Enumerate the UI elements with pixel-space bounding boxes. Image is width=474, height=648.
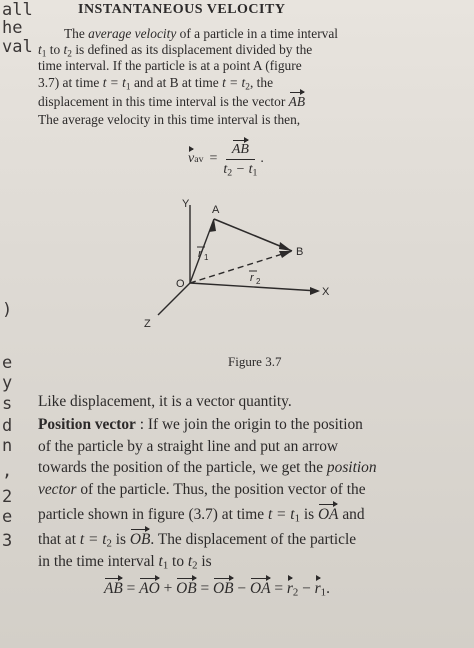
text-line: time interval. If the particle is at a point A (figure — [38, 58, 302, 73]
margin-fragment: 2 — [2, 487, 13, 507]
point-b-label: B — [296, 246, 304, 258]
arrowhead-x — [310, 287, 320, 295]
vector-ob: OB — [129, 531, 151, 548]
margin-fragment: n — [2, 436, 13, 456]
r1-subscript: 1 — [204, 253, 209, 262]
x-axis — [190, 283, 318, 291]
x-axis-label: X — [322, 286, 330, 298]
vector-oa: OA — [317, 506, 339, 523]
z-axis-label: Z — [144, 318, 151, 330]
margin-fragment: e — [2, 507, 13, 527]
text-line: particle shown in figure (3.7) at time $t = t_1$ is OA and — [38, 506, 365, 525]
text-line: The average velocity of a particle in a time interval — [64, 26, 339, 41]
displacement-equation: AB = AO + OB = OB − OA = $r_2 - r_1$. — [104, 580, 330, 599]
margin-fragment: he — [2, 18, 23, 38]
average-velocity-formula: v av = $\frac{AB}{t_2 - t_1}$ . — [188, 142, 264, 179]
vector-ab: AB — [288, 94, 305, 109]
origin-label: O — [176, 278, 185, 290]
text-line: vector of the particle. Thus, the position vector of the — [38, 481, 366, 498]
arrowhead-ab — [279, 242, 292, 251]
text-line: towards the position of the particle, we get the position — [38, 459, 377, 476]
text-line: that at $t = t_2$ is OB. The displacement of the particle — [38, 531, 357, 550]
text-line: of the particle by a straight line and put an arrow — [38, 438, 339, 455]
margin-fragment: all — [2, 0, 33, 20]
r1-label: r — [198, 248, 202, 260]
text-line: The average velocity in this time interval is then, — [38, 112, 301, 127]
section-heading: INSTANTANEOUS VELOCITY — [78, 2, 286, 17]
r2-label: r — [250, 272, 254, 284]
z-axis — [158, 283, 190, 315]
y-axis-label: Y — [182, 198, 190, 210]
text-line: $t_1$ to $t_2$ is defined as its displacement divided by the — [38, 42, 313, 60]
arrowhead-r1 — [209, 219, 216, 232]
margin-fragment: d — [2, 416, 13, 436]
margin-fragment: ) — [2, 300, 13, 320]
margin-fragment: val — [2, 37, 33, 57]
text-line: in the time interval $t_1$ to $t_2$ is — [38, 553, 212, 572]
margin-fragment: s — [2, 394, 13, 414]
margin-fragment: , — [2, 461, 13, 481]
margin-fragment: y — [2, 373, 13, 393]
text-line: Like displacement, it is a vector quantity. — [38, 393, 292, 410]
figure-caption: Figure 3.7 — [228, 354, 282, 369]
margin-fragment: e — [2, 353, 13, 373]
point-a-label: A — [212, 204, 220, 216]
arrowhead-r2 — [279, 251, 292, 258]
text-line: displacement in this time interval is the vector AB — [38, 94, 305, 109]
margin-fragment: 3 — [2, 531, 13, 551]
figure-3-7-diagram — [130, 195, 350, 340]
r2-subscript: 2 — [256, 277, 261, 286]
text-line: Position vector : If we join the origin to the position — [38, 416, 363, 433]
text-line: 3.7) at time $t = t_1$ and at B at time $t = t_2$, the — [38, 75, 274, 93]
